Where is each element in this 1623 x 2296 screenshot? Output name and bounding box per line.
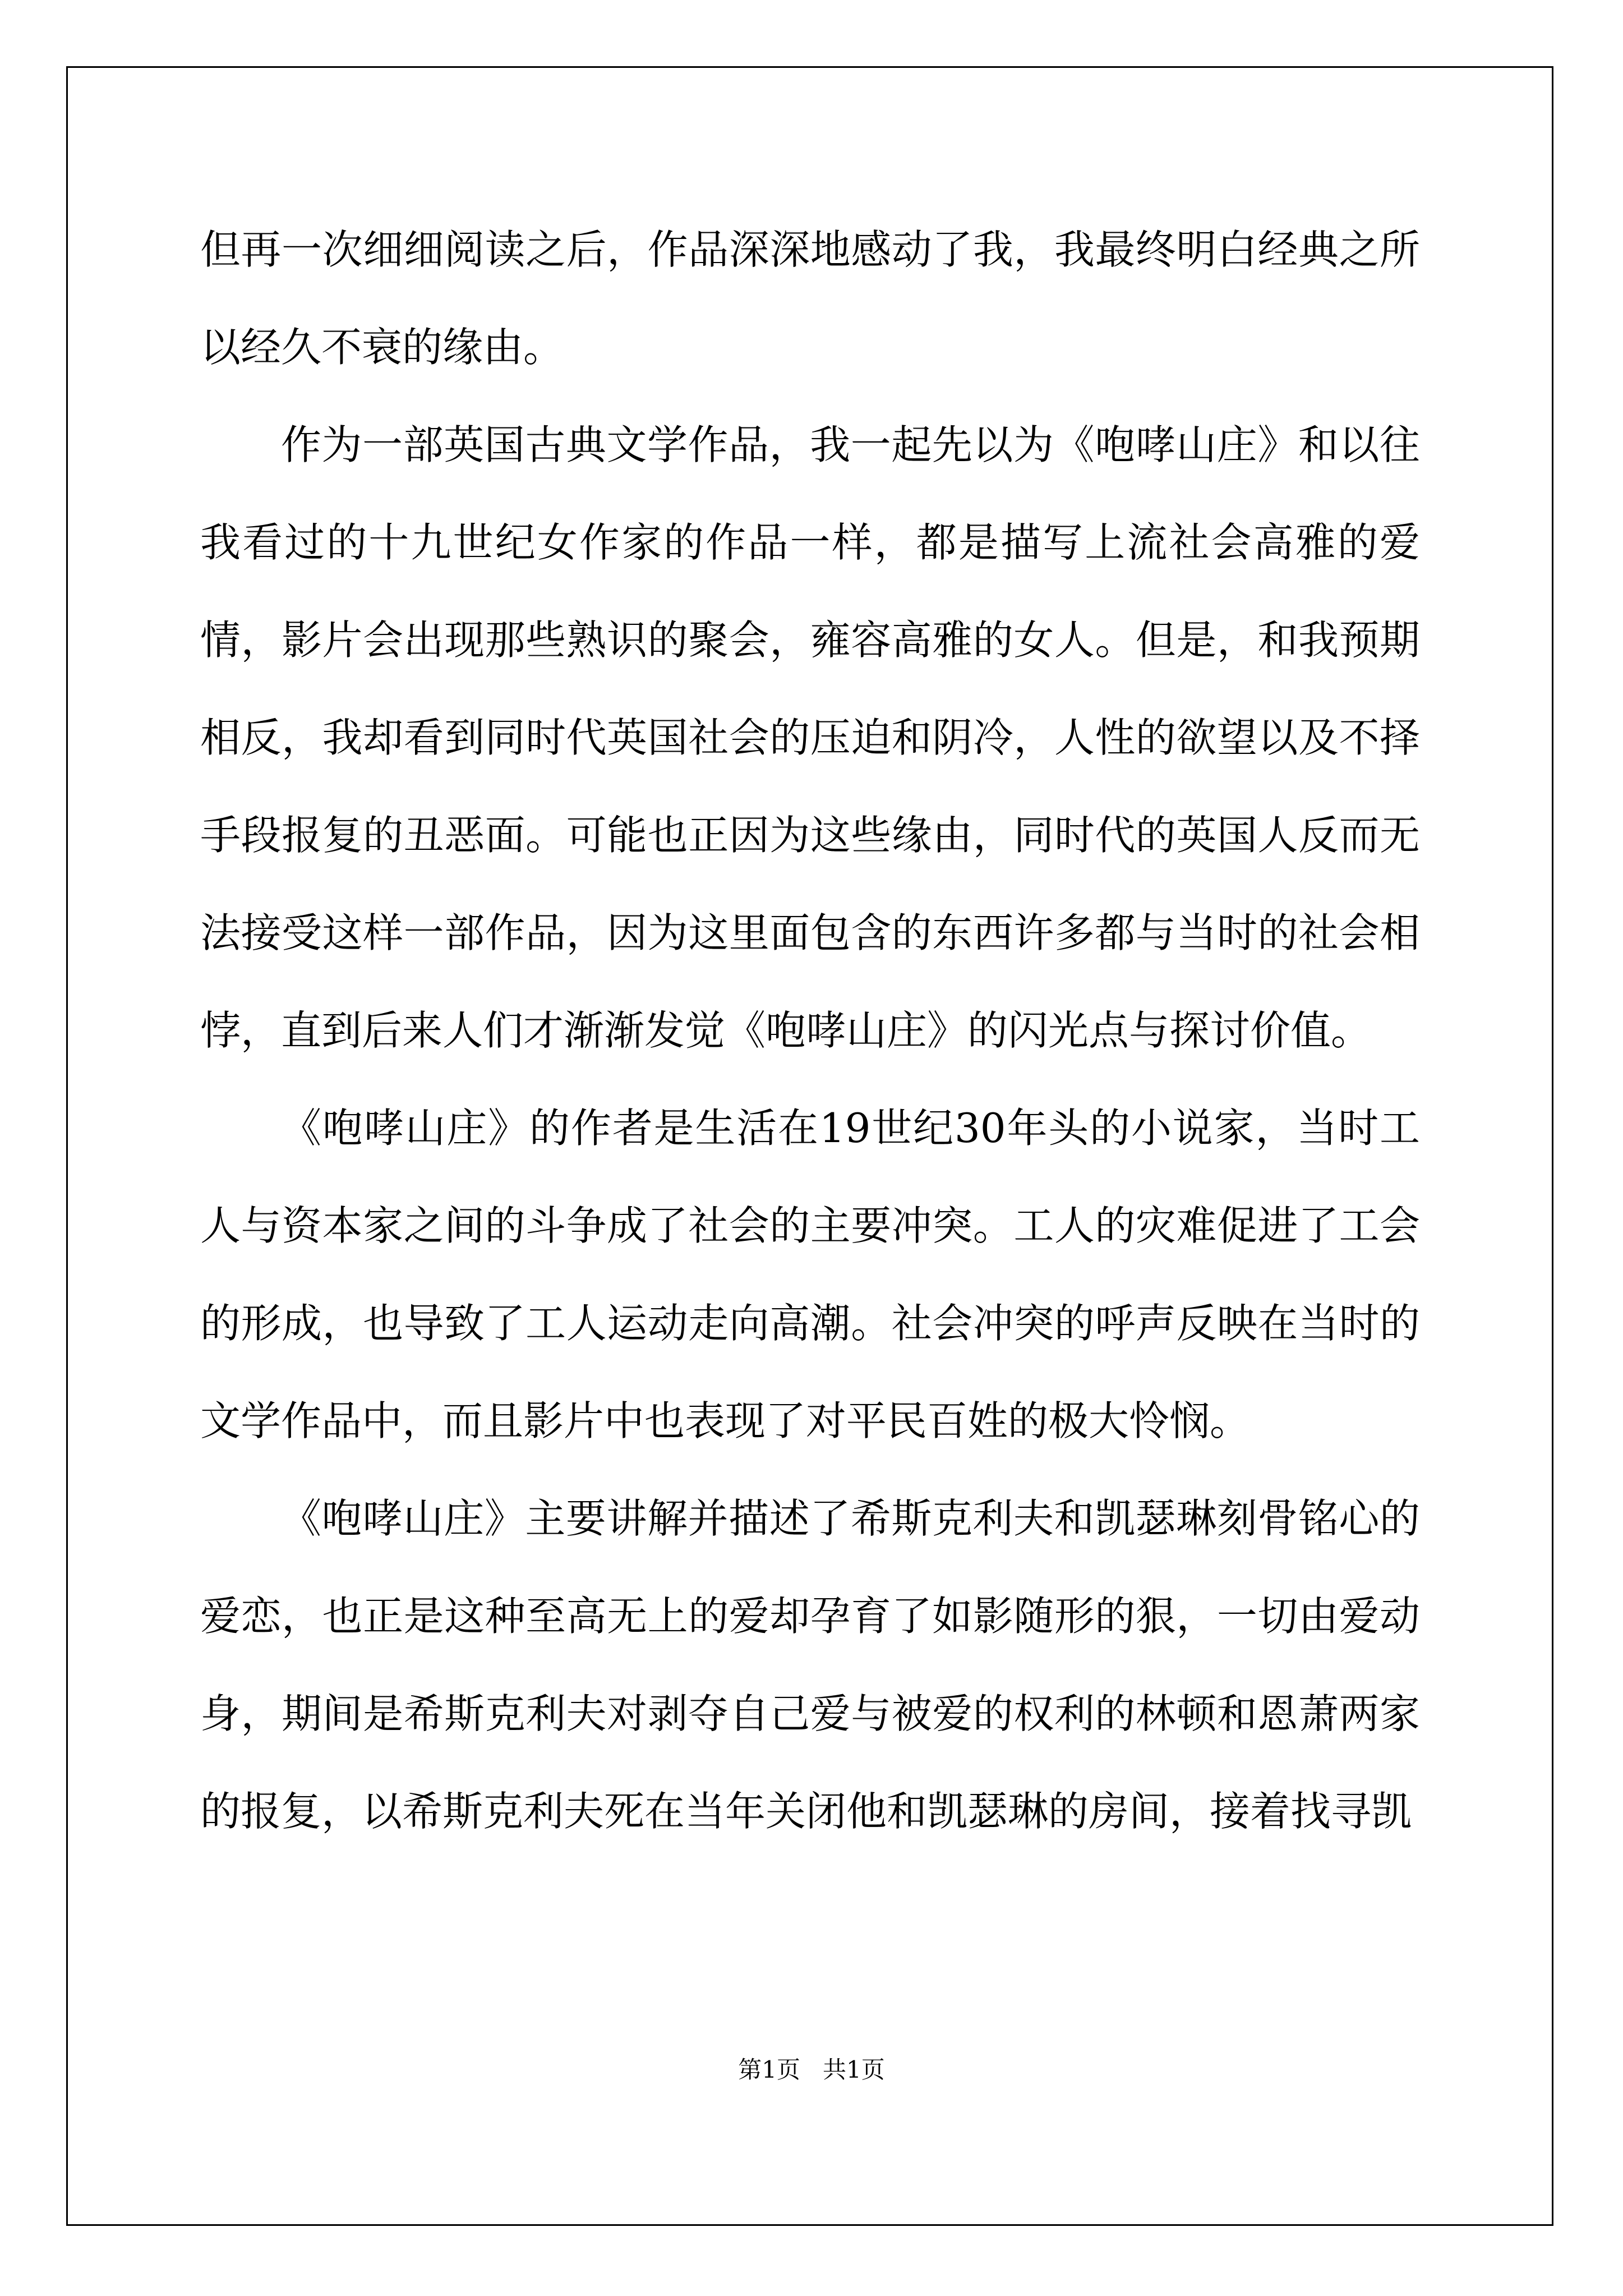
paragraph-3: 《咆哮山庄》的作者是生活在19世纪30年头的小说家，当时工人与资本家之间的斗争成了社会的主要冲突。工人的灾难促进了工会的形成，也导致了工人运动走向高潮。社会冲突的呼声反映在当时的文学作品中，而且影片中也表现了对平民百姓的极大怜悯。	[200, 1105, 1420, 1444]
page-number: 第1页	[738, 2056, 800, 2083]
page-footer	[0, 2053, 1623, 2087]
paragraph-4: 《咆哮山庄》主要讲解并描述了希斯克利夫和凯瑟琳刻骨铭心的爱恋，也正是这种至高无上的爱却孕育了如影随形的狠，一切由爱动身，期间是希斯克利夫对剥夺自己爱与被爱的权利的林顿和恩萧两家的报复，以希斯克利夫死在当年关闭他和凯瑟琳的房间，接着找寻凯	[200, 1495, 1420, 1835]
page-total: 共1页	[823, 2056, 885, 2083]
paragraph-2: 作为一部英国古典文学作品，我一起先以为《咆哮山庄》和以往我看过的十九世纪女作家的作品一样，都是描写上流社会高雅的爱情，影片会出现那些熟识的聚会，雍容高雅的女人。但是，和我预期相反，我却看到同时代英国社会的压迫和阴冷，人性的欲望以及不择手段报复的丑恶面。可能也正因为这些缘由，同时代的英国人反而无法接受这样一部作品，因为这里面包含的东西许多都与当时的社会相悖，直到后来人们才渐渐发觉《咆哮山庄》的闪光点与探讨价值。	[200, 421, 1420, 1054]
document-body	[200, 201, 1420, 1860]
paragraph-1: 但再一次细细阅读之后，作品深深地感动了我，我最终明白经典之所以经久不衰的缘由。	[200, 226, 1420, 371]
